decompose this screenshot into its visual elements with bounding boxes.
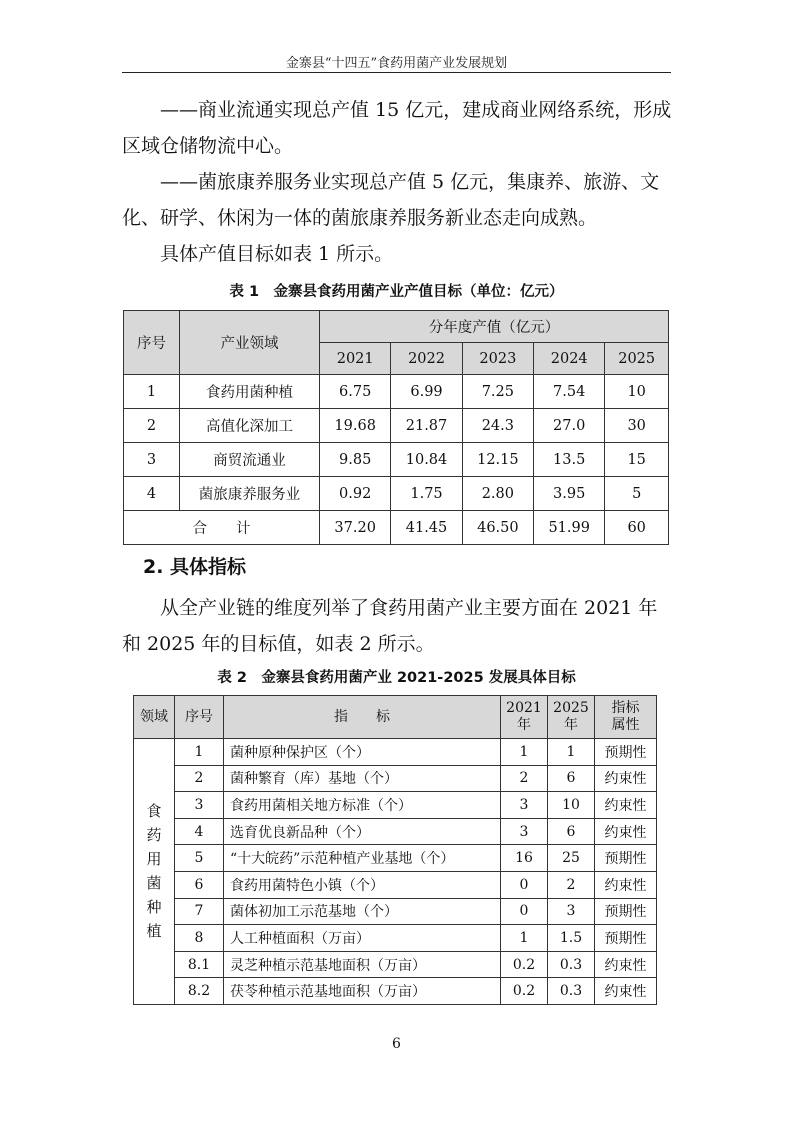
table1-cell-value: 6.99 <box>391 375 462 409</box>
table1-total-label: 合 计 <box>124 511 320 545</box>
table2-cell-2021: 1 <box>501 925 548 952</box>
table2-row <box>134 792 657 819</box>
table2-caption: 表 2 金寨县食药用菌产业 2021-2025 发展具体目标 <box>217 670 576 686</box>
table1-header-group: 分年度产值（亿元） <box>320 311 669 343</box>
table2-cell-name: 茯苓种植示范基地面积（万亩） <box>224 978 501 1005</box>
table2-header-indicator: 指 标 <box>224 696 501 739</box>
table1-cell-seq: 3 <box>124 443 180 477</box>
table1-year: 2022 <box>391 343 462 375</box>
table2-cell-2025: 1.5 <box>548 925 595 952</box>
table1-cell-seq: 2 <box>124 409 180 443</box>
section-heading: 2. 具体指标 <box>143 556 247 578</box>
table2-row <box>134 871 657 898</box>
table1-cell-seq: 4 <box>124 477 180 511</box>
table2-cell-name: 灵芝种植示范基地面积（万亩） <box>224 951 501 978</box>
table2-cell-2025: 6 <box>548 765 595 792</box>
table2-cell-attr: 预期性 <box>595 925 657 952</box>
table2-header-2025: 2025 年 <box>548 696 595 739</box>
table1-cell-value: 21.87 <box>391 409 462 443</box>
table1-cell-value: 19.68 <box>320 409 391 443</box>
table2-cell-name: “十大皖药”示范种植产业基地（个） <box>224 845 501 872</box>
table1-row <box>124 409 669 443</box>
table2-cell-attr: 约束性 <box>595 978 657 1005</box>
table1-cell-value: 24.3 <box>462 409 533 443</box>
table2-cell-seq: 8.2 <box>175 978 224 1005</box>
table2-cell-2025: 6 <box>548 818 595 845</box>
table2-cell-attr: 预期性 <box>595 845 657 872</box>
table2-cell-2025: 10 <box>548 792 595 819</box>
table2-cell-seq: 5 <box>175 845 224 872</box>
table2-cell-2025: 3 <box>548 898 595 925</box>
table2-header-seq: 序号 <box>175 696 224 739</box>
table2-cell-seq: 6 <box>175 871 224 898</box>
table2-cell-2021: 3 <box>501 792 548 819</box>
table1-cell-value: 0.92 <box>320 477 391 511</box>
paragraph-tourism: ——菌旅康养服务业实现总产值 5 亿元，集康养、旅游、文化、研学、休闲为一体的菌旅康养服务新业态走向成熟。 <box>122 171 660 229</box>
table1-total-value: 60 <box>605 511 669 545</box>
table1-header-seq: 序号 <box>124 311 180 375</box>
table2-cell-2025: 1 <box>548 739 595 766</box>
table1-cell-field: 菌旅康养服务业 <box>180 477 320 511</box>
table2-cell-attr: 预期性 <box>595 898 657 925</box>
table2-cell-name: 人工种植面积（万亩） <box>224 925 501 952</box>
table2-cell-2025: 0.3 <box>548 978 595 1005</box>
table1-year: 2023 <box>462 343 533 375</box>
table2-cell-2025: 25 <box>548 845 595 872</box>
table2-row <box>134 978 657 1005</box>
table1-total-value: 46.50 <box>462 511 533 545</box>
output-value-table <box>123 310 669 545</box>
table1-cell-value: 6.75 <box>320 375 391 409</box>
table2-row <box>134 739 657 766</box>
table1-cell-value: 10.84 <box>391 443 462 477</box>
table1-cell-value: 9.85 <box>320 443 391 477</box>
table2-cell-2021: 0 <box>501 871 548 898</box>
table1-cell-value: 13.5 <box>534 443 605 477</box>
table1-cell-field: 食药用菌种植 <box>180 375 320 409</box>
table2-cell-name: 食药用菌特色小镇（个） <box>224 871 501 898</box>
table2-cell-attr: 约束性 <box>595 871 657 898</box>
table1-total-value: 51.99 <box>534 511 605 545</box>
table1-total-value: 41.45 <box>391 511 462 545</box>
header-rule <box>122 72 671 73</box>
table2-header-2021: 2021 年 <box>501 696 548 739</box>
table1-year: 2021 <box>320 343 391 375</box>
table2-cell-name: 食药用菌相关地方标准（个） <box>224 792 501 819</box>
table2-cell-seq: 4 <box>175 818 224 845</box>
table2-cell-seq: 3 <box>175 792 224 819</box>
paragraph-table-ref: 具体产值目标如表 1 所示。 <box>160 243 394 265</box>
table1-cell-value: 27.0 <box>534 409 605 443</box>
table1-cell-value: 5 <box>605 477 669 511</box>
table2-cell-2021: 16 <box>501 845 548 872</box>
table2-cell-attr: 约束性 <box>595 792 657 819</box>
table1-cell-value: 15 <box>605 443 669 477</box>
paragraph-indicators: 从全产业链的维度列举了食药用菌产业主要方面在 2021 年和 2025 年的目标值，如表 2 所示。 <box>122 597 658 655</box>
table2-row <box>134 818 657 845</box>
table1-cell-value: 10 <box>605 375 669 409</box>
table2-cell-seq: 8.1 <box>175 951 224 978</box>
table2-cell-2025: 0.3 <box>548 951 595 978</box>
paragraph-commerce: ——商业流通实现总产值 15 亿元，建成商业网络系统，形成区域仓储物流中心。 <box>122 99 672 157</box>
table2-cell-attr: 约束性 <box>595 765 657 792</box>
table1-year: 2025 <box>605 343 669 375</box>
table2-cell-attr: 预期性 <box>595 739 657 766</box>
table2-cell-2021: 0.2 <box>501 978 548 1005</box>
table1-row <box>124 477 669 511</box>
table2-cell-seq: 1 <box>175 739 224 766</box>
table2-cell-2025: 2 <box>548 871 595 898</box>
table1-cell-value: 3.95 <box>534 477 605 511</box>
table2-domain-cell: 食 药 用 菌 种 植 <box>134 739 175 1005</box>
table2-cell-seq: 2 <box>175 765 224 792</box>
table2-cell-name: 菌种原种保护区（个） <box>224 739 501 766</box>
table1-total-value: 37.20 <box>320 511 391 545</box>
table2-cell-2021: 0 <box>501 898 548 925</box>
table2-cell-2021: 3 <box>501 818 548 845</box>
page-number: 6 <box>392 1036 401 1052</box>
table1-cell-value: 1.75 <box>391 477 462 511</box>
table2-cell-name: 菌种繁育（库）基地（个） <box>224 765 501 792</box>
table1-row <box>124 375 669 409</box>
table2-cell-name: 选育优良新品种（个） <box>224 818 501 845</box>
table1-caption: 表 1 金寨县食药用菌产业产值目标（单位：亿元） <box>229 284 564 300</box>
table1-cell-value: 12.15 <box>462 443 533 477</box>
table2-cell-2021: 0.2 <box>501 951 548 978</box>
indicator-table <box>133 695 657 1005</box>
table1-cell-field: 高值化深加工 <box>180 409 320 443</box>
table2-row <box>134 925 657 952</box>
table1-row <box>124 443 669 477</box>
running-header: 金寨县“十四五”食药用菌产业发展规划 <box>285 56 508 71</box>
table2-row <box>134 765 657 792</box>
table2-header-domain: 领域 <box>134 696 175 739</box>
table1-cell-value: 7.54 <box>534 375 605 409</box>
table2-row <box>134 845 657 872</box>
table1-cell-field: 商贸流通业 <box>180 443 320 477</box>
table2-cell-attr: 约束性 <box>595 818 657 845</box>
table2-cell-seq: 8 <box>175 925 224 952</box>
table2-cell-seq: 7 <box>175 898 224 925</box>
table2-cell-attr: 约束性 <box>595 951 657 978</box>
table2-row <box>134 898 657 925</box>
table1-cell-value: 7.25 <box>462 375 533 409</box>
table2-cell-2021: 1 <box>501 739 548 766</box>
table2-cell-2021: 2 <box>501 765 548 792</box>
table2-header-attr: 指标 属性 <box>595 696 657 739</box>
table1-header-field: 产业领域 <box>180 311 320 375</box>
table2-cell-name: 菌体初加工示范基地（个） <box>224 898 501 925</box>
table1-year: 2024 <box>534 343 605 375</box>
table1-cell-value: 2.80 <box>462 477 533 511</box>
table1-cell-seq: 1 <box>124 375 180 409</box>
table1-total-row <box>124 511 669 545</box>
table1-cell-value: 30 <box>605 409 669 443</box>
table2-row <box>134 951 657 978</box>
